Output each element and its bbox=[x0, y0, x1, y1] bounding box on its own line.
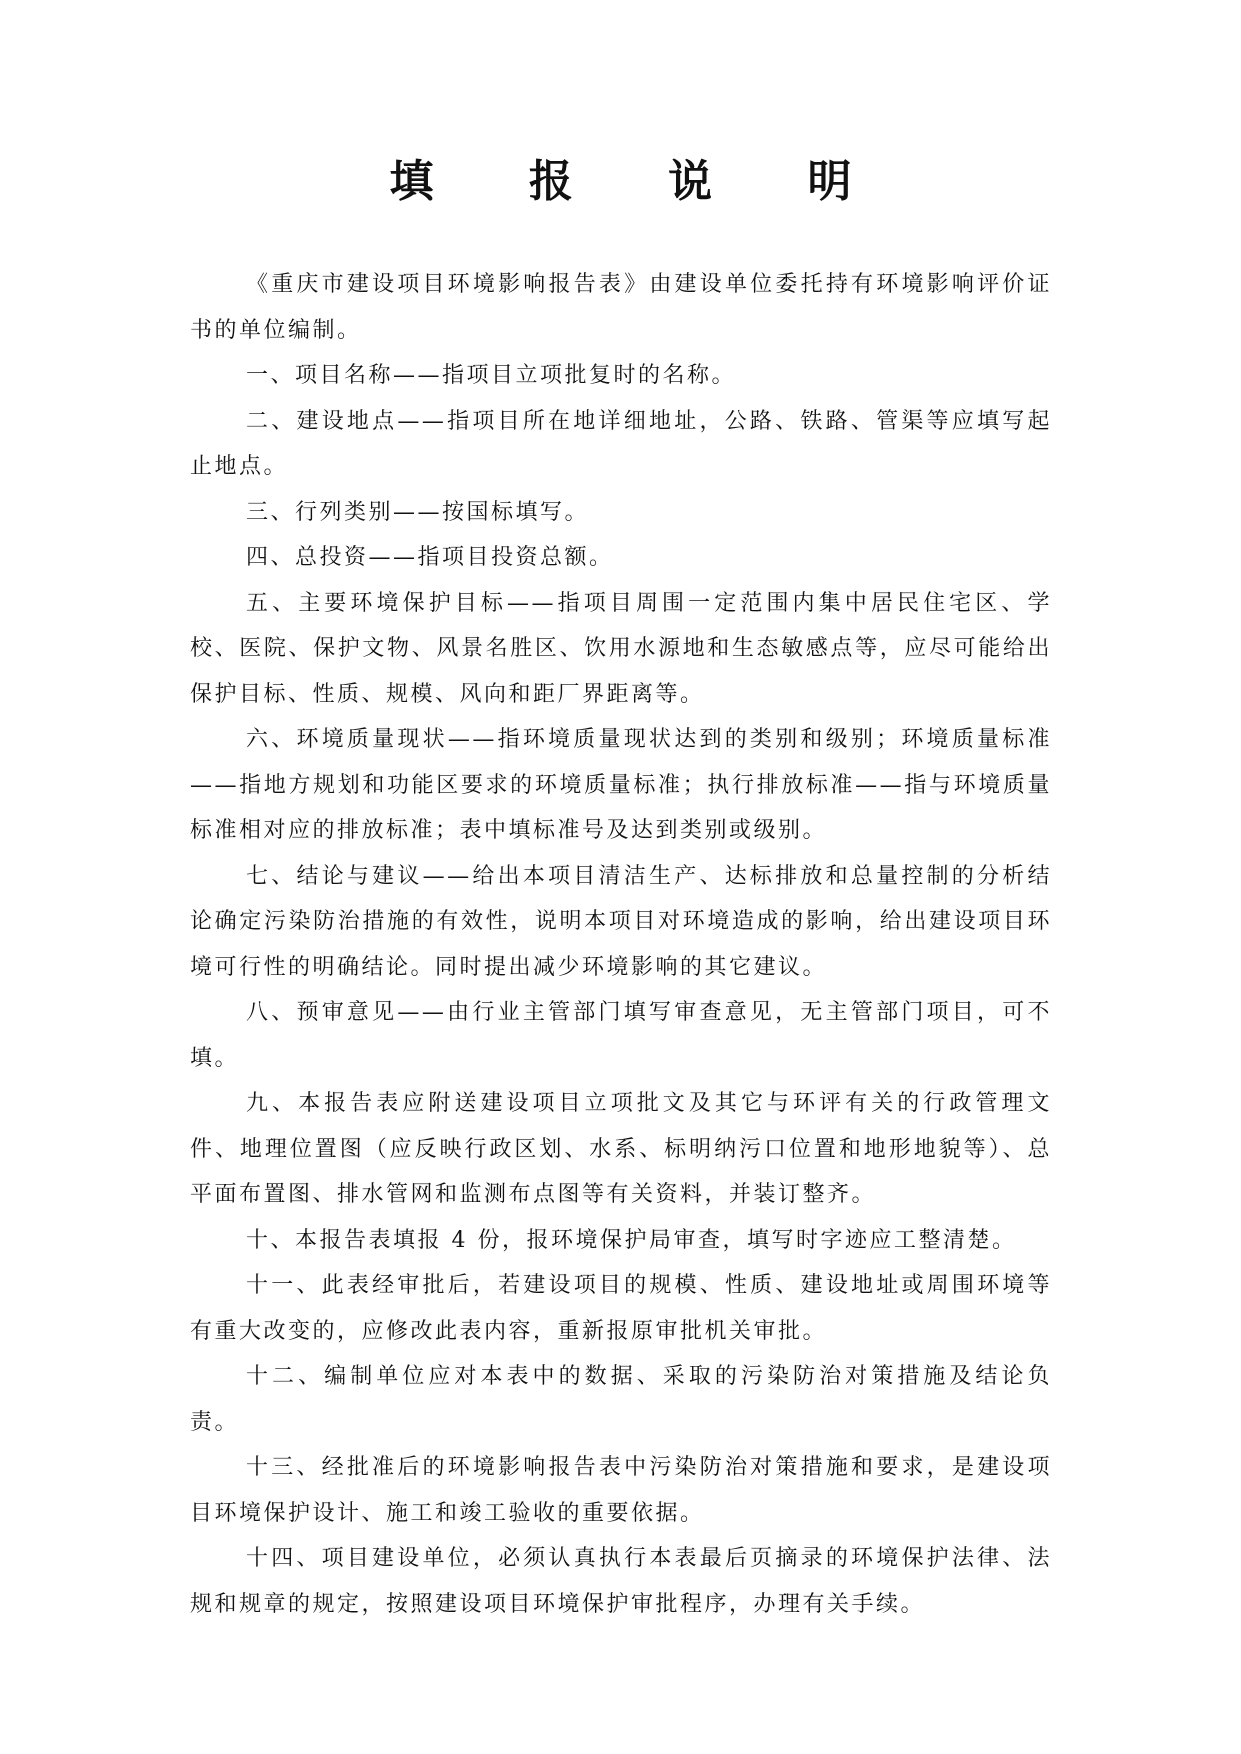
paragraph-item-2: 二、建设地点——指项目所在地详细地址，公路、铁路、管渠等应填写起止地点。 bbox=[190, 408, 1052, 479]
instructions-body bbox=[190, 262, 1052, 1627]
paragraph-item-8: 八、预审意见——由行业主管部门填写审查意见，无主管部门项目，可不填。 bbox=[190, 1000, 1052, 1071]
page-title: 填 报 说 明 bbox=[389, 156, 892, 207]
paragraph-item-13: 十三、经批准后的环境影响报告表中污染防治对策措施和要求，是建设项目环境保护设计、施工和竣工验收的重要依据。 bbox=[190, 1455, 1052, 1526]
paragraph-item-4: 四、总投资——指项目投资总额。 bbox=[246, 545, 614, 570]
paragraph-item-12: 十二、编制单位应对本表中的数据、采取的污染防治对策措施及结论负责。 bbox=[190, 1364, 1052, 1435]
paragraph-item-11: 十一、此表经审批后，若建设项目的规模、性质、建设地址或周围环境等有重大改变的，应修改此表内容，重新报原审批机关审批。 bbox=[190, 1273, 1052, 1344]
paragraph-item-5: 五、主要环境保护目标——指项目周围一定范围内集中居民住宅区、学校、医院、保护文物、风景名胜区、饮用水源地和生态敏感点等，应尽可能给出保护目标、性质、规模、风向和距厂界距离等。 bbox=[190, 590, 1052, 707]
paragraph-item-3: 三、行列类别——按国标填写。 bbox=[246, 499, 590, 525]
paragraph-item-9: 九、本报告表应附送建设项目立项批文及其它与环评有关的行政管理文件、地理位置图（应反映行政区划、水系、标明纳污口位置和地形地貌等）、总平面布置图、排水管网和监测布点图等有关资料，并装订整齐。 bbox=[190, 1091, 1052, 1207]
paragraph-intro: 《重庆市建设项目环境影响报告表》由建设单位委托持有环境影响评价证书的单位编制。 bbox=[190, 272, 1052, 343]
paragraph-item-1: 一、项目名称——指项目立项批复时的名称。 bbox=[246, 363, 737, 388]
paragraph-item-7: 七、结论与建议——给出本项目清洁生产、达标排放和总量控制的分析结论确定污染防治措施的有效性，说明本项目对环境造成的影响，给出建设项目环境可行性的明确结论。同时提出减少环境影响的其它建议。 bbox=[190, 863, 1052, 980]
paragraph-item-10: 十、本报告表填报 4 份，报环境保护局审查，填写时字迹应工整清楚。 bbox=[246, 1227, 1017, 1253]
paragraph-item-6: 六、环境质量现状——指环境质量现状达到的类别和级别；环境质量标准——指地方规划和功能区要求的环境质量标准；执行排放标准——指与环境质量标准相对应的排放标准；表中填标准号及达到类别或级别。 bbox=[190, 727, 1052, 843]
paragraph-item-14: 十四、项目建设单位，必须认真执行本表最后页摘录的环境保护法律、法规和规章的规定，按照建设项目环境保护审批程序，办理有关手续。 bbox=[190, 1546, 1052, 1617]
